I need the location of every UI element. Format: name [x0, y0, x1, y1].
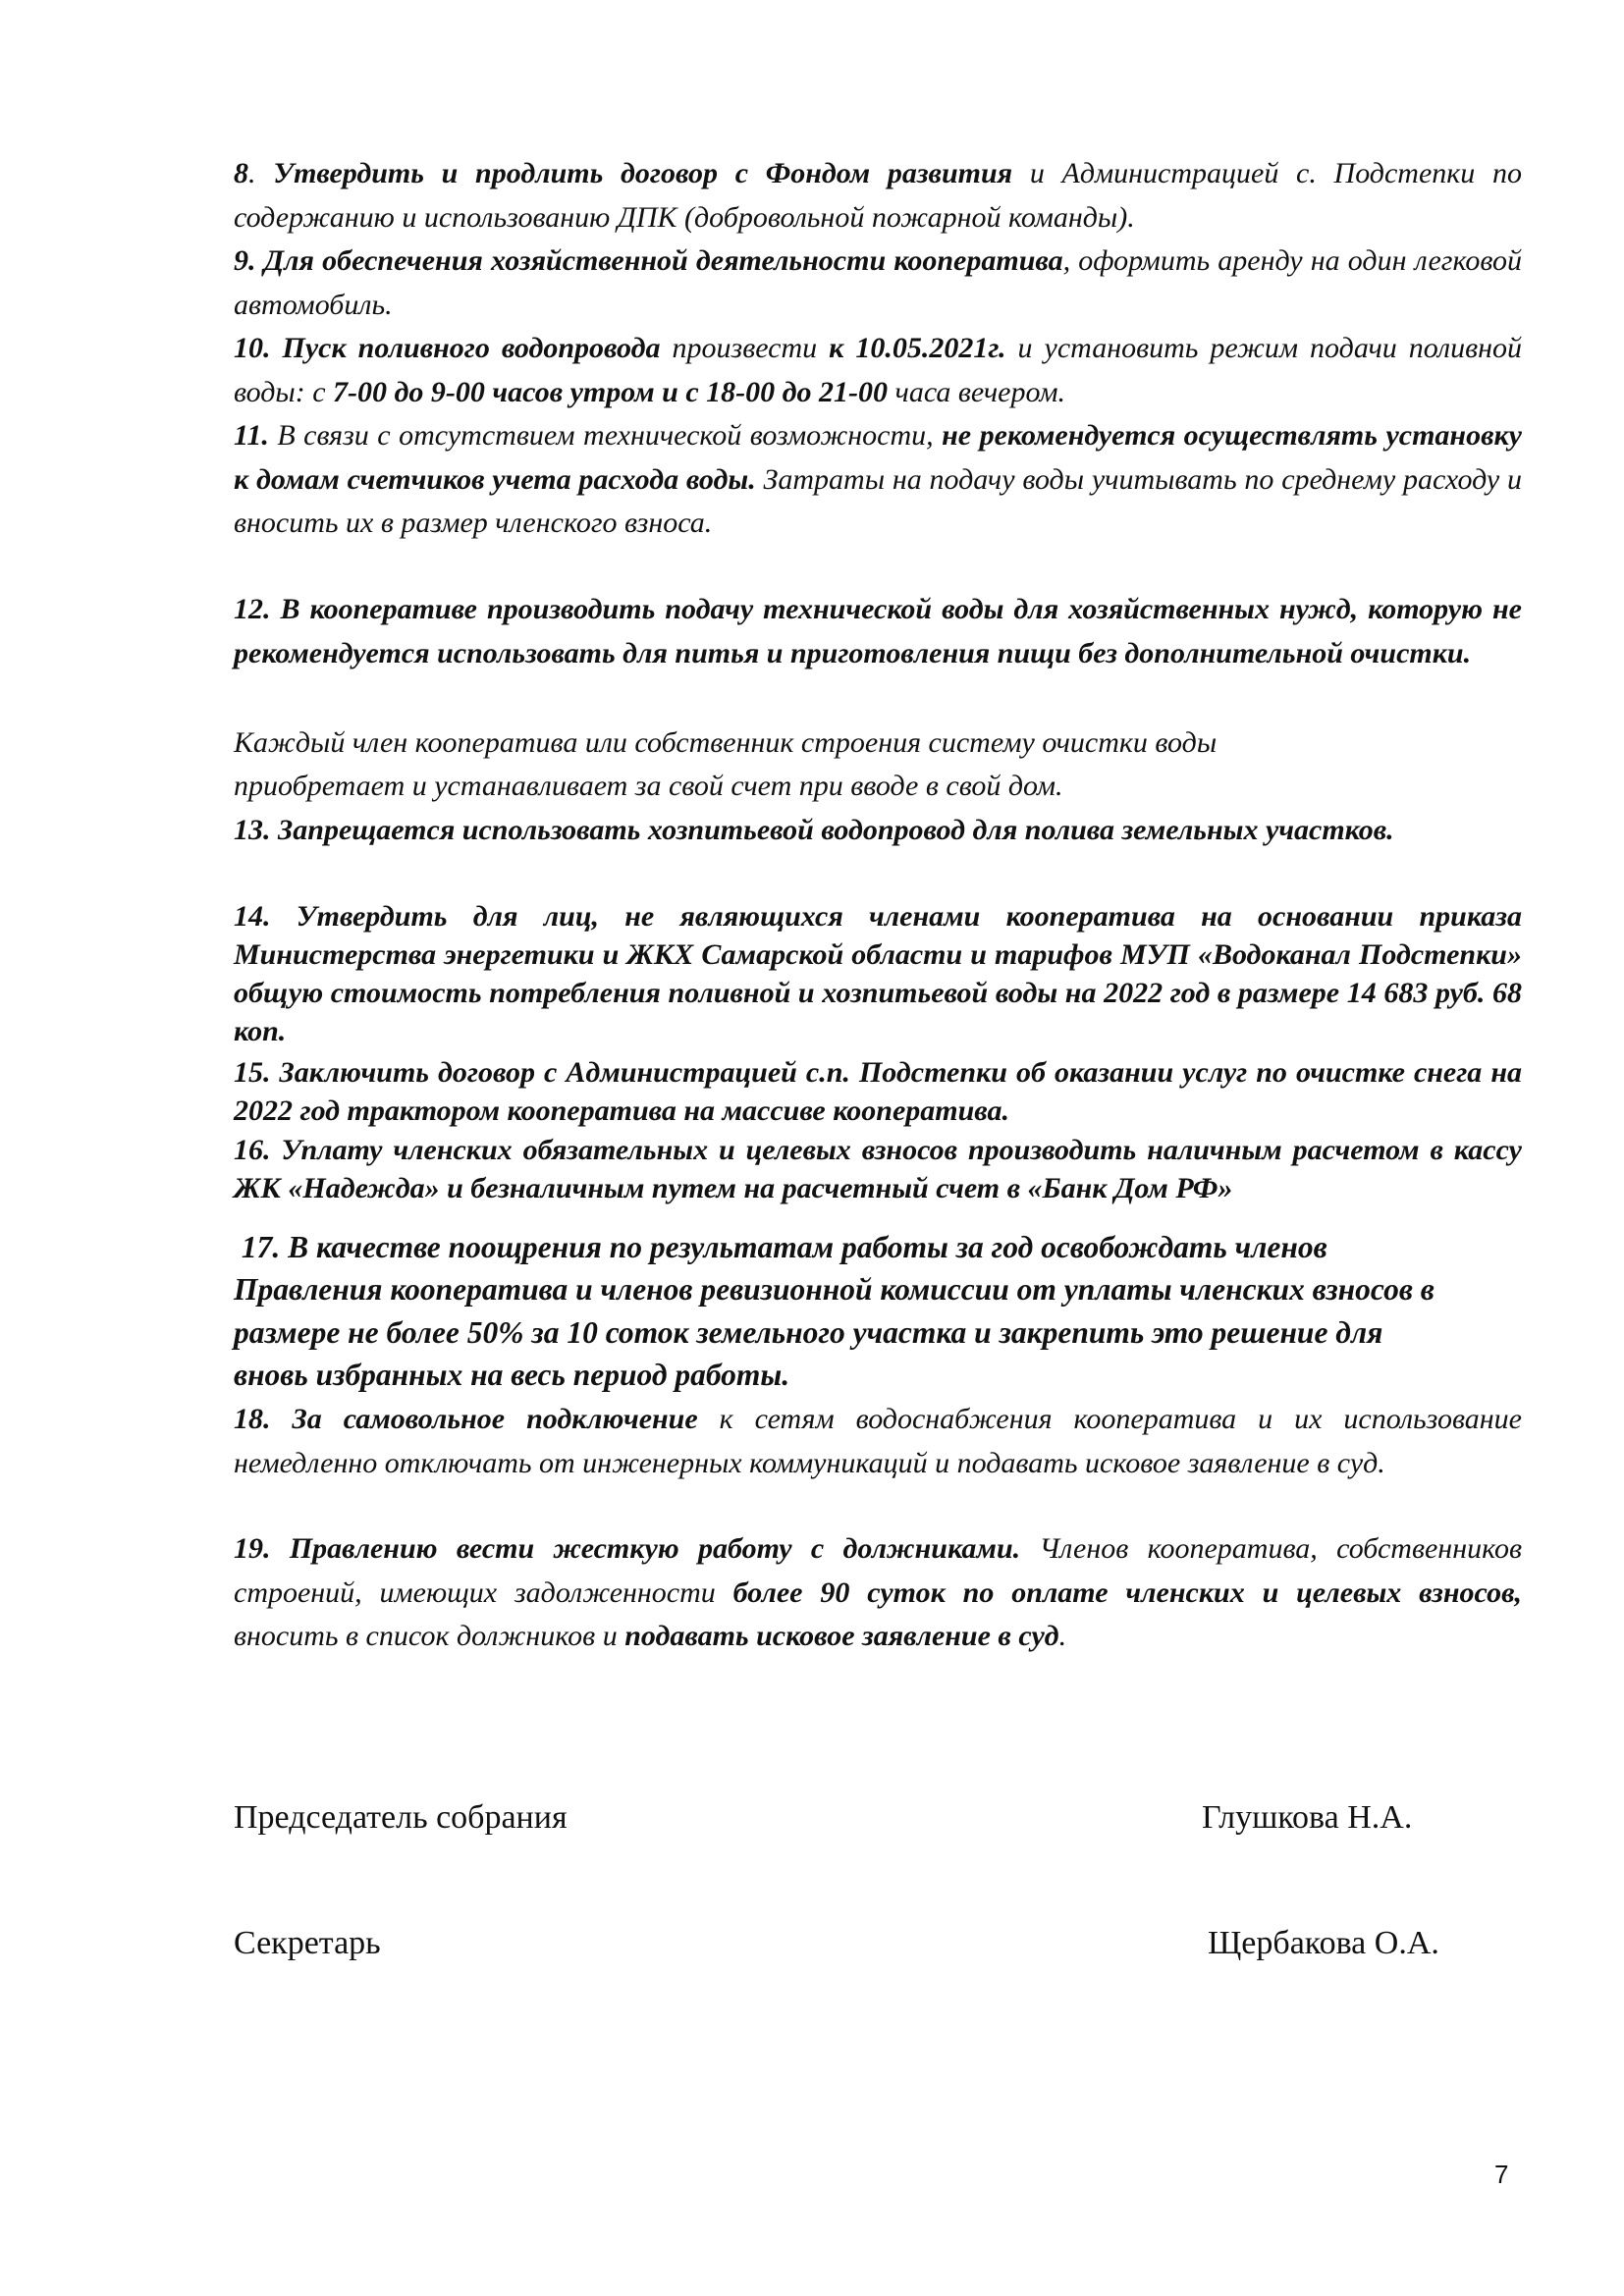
item-17-line-2: [234, 1269, 1522, 1311]
bold-run: подавать исковое заявление в суд: [624, 1620, 1059, 1652]
bold-run: вновь избранных на весь период работы.: [234, 1358, 790, 1392]
bold-run: 10. Пуск поливного водопровода: [234, 332, 661, 364]
item-15: [234, 1053, 1522, 1130]
bold-run: 15. Заключить договор с Администрацией с.п. Подстепки об оказании услуг по очистке снега на 2022 год трактором кооператива на массиве кооператива.: [234, 1056, 1522, 1127]
secretary-role: Секретарь: [234, 1925, 381, 1961]
item-13: [234, 809, 1522, 853]
text-run: произвести: [660, 332, 830, 364]
text-run: Членов кооператива, собственников строений, имеющих задолженности: [234, 1532, 1522, 1609]
text-run: вносить в список должников и: [234, 1620, 625, 1652]
text-run: к сетям водоснабжения кооператива и их использование немедленно отключать от инженерных коммуникаций и подавать исковое заявление в суд.: [234, 1403, 1523, 1479]
bold-run: 12. В кооперативе производить подачу технической воды для хозяйственных нужд, которую не рекомендуется использовать для питья и приготовления пищи без дополнительной очистки.: [234, 593, 1522, 669]
chair-role: Председатель собрания: [234, 1799, 568, 1836]
item-8: [234, 152, 1522, 240]
bold-run: 19. Правлению вести жесткую работу с должниками.: [234, 1532, 1021, 1565]
item-17-line-4: [234, 1355, 1522, 1397]
chair-name: Глушкова Н.А.: [1202, 1799, 1413, 1836]
item-9: [234, 240, 1522, 327]
text-run: , оформить аренду на один легковой автомобиль.: [234, 244, 1523, 321]
item-12: [234, 588, 1522, 675]
secretary-name: Щербакова О.А.: [1208, 1925, 1439, 1961]
bold-run: 16. Уплату членских обязательных и целевых взносов производить наличным расчетом в кассу ЖК «Надежда» и безналичным путем на расчетный счет в «Банк Дом РФ»: [234, 1134, 1522, 1204]
bold-run: 14. Утвердить для лиц, не являющихся членами кооператива на основании приказа Министерства энергетики и ЖКХ Самарской области и тарифов МУП «Водоканал Подстепки» общую стоимость потребления поливной и хозпитьевой воды на 2022 год в размере 14 683 руб. 68 коп.: [234, 900, 1522, 1047]
bold-run: более 90 суток по оплате членских и целевых взносов,: [732, 1575, 1523, 1609]
item-17-line-1: [234, 1227, 1522, 1269]
item-10: [234, 327, 1522, 414]
text-run: часа вечером.: [888, 375, 1065, 408]
bold-run: не рекомендуется осуществлять установку к домам счетчиков учета расхода воды.: [234, 419, 1523, 496]
bold-run: 7-00 до 9-00 часов утром и с 18-00 до 21-00: [333, 375, 889, 408]
item-11: [234, 414, 1522, 546]
text-run: и установить режим подачи поливной воды: с: [234, 332, 1522, 408]
bold-run: 9. Для обеспечения хозяйственной деятельности кооператива: [234, 244, 1063, 277]
item-16: [234, 1131, 1522, 1207]
item-19: [234, 1527, 1522, 1659]
item-12-note-line-1: [234, 721, 1522, 766]
bold-run: 11.: [234, 419, 269, 452]
bold-run: Утвердить и продлить договор с Фондом развития: [273, 157, 1013, 189]
item-14: [234, 897, 1522, 1050]
item-18: [234, 1398, 1522, 1485]
text-run: В связи с отсутствием технической возможности,: [268, 419, 943, 452]
item-12-note-line-2: [234, 765, 1522, 809]
bold-run: Правления кооператива и членов ревизионной комиссии от уплаты членских взносов в: [234, 1272, 1435, 1307]
bold-run: 17. В качестве поощрения по результатам работы за год освобождать членов: [234, 1230, 1327, 1264]
text-run: Каждый член кооператива или собственник строения систему очистки воды: [234, 726, 1218, 759]
text-run: .: [1058, 1620, 1067, 1652]
page-number: 7: [1494, 2160, 1509, 2189]
text-run: Затраты на подачу воды учитывать по среднему расходу и вносить их в размер членского взноса.: [234, 462, 1522, 539]
bold-run: 13. Запрещается использовать хозпитьевой водопровод для полива земельных участков.: [234, 814, 1394, 846]
bold-run: 8: [234, 157, 248, 189]
item-17-line-3: [234, 1312, 1522, 1355]
bold-run: размере не более 50% за 10 соток земельного участка и закрепить это решение для: [234, 1315, 1383, 1350]
bold-run: 18. За самовольное подключение: [234, 1403, 698, 1435]
text-run: приобретает и устанавливает за свой счет при вводе в свой дом.: [234, 770, 1063, 802]
bold-run: к 10.05.2021г.: [829, 332, 1006, 364]
text-run: и Администрацией с. Подстепки по содержанию и использованию ДПК (добровольной пожарной команды).: [234, 157, 1523, 234]
text-run: .: [248, 157, 274, 189]
